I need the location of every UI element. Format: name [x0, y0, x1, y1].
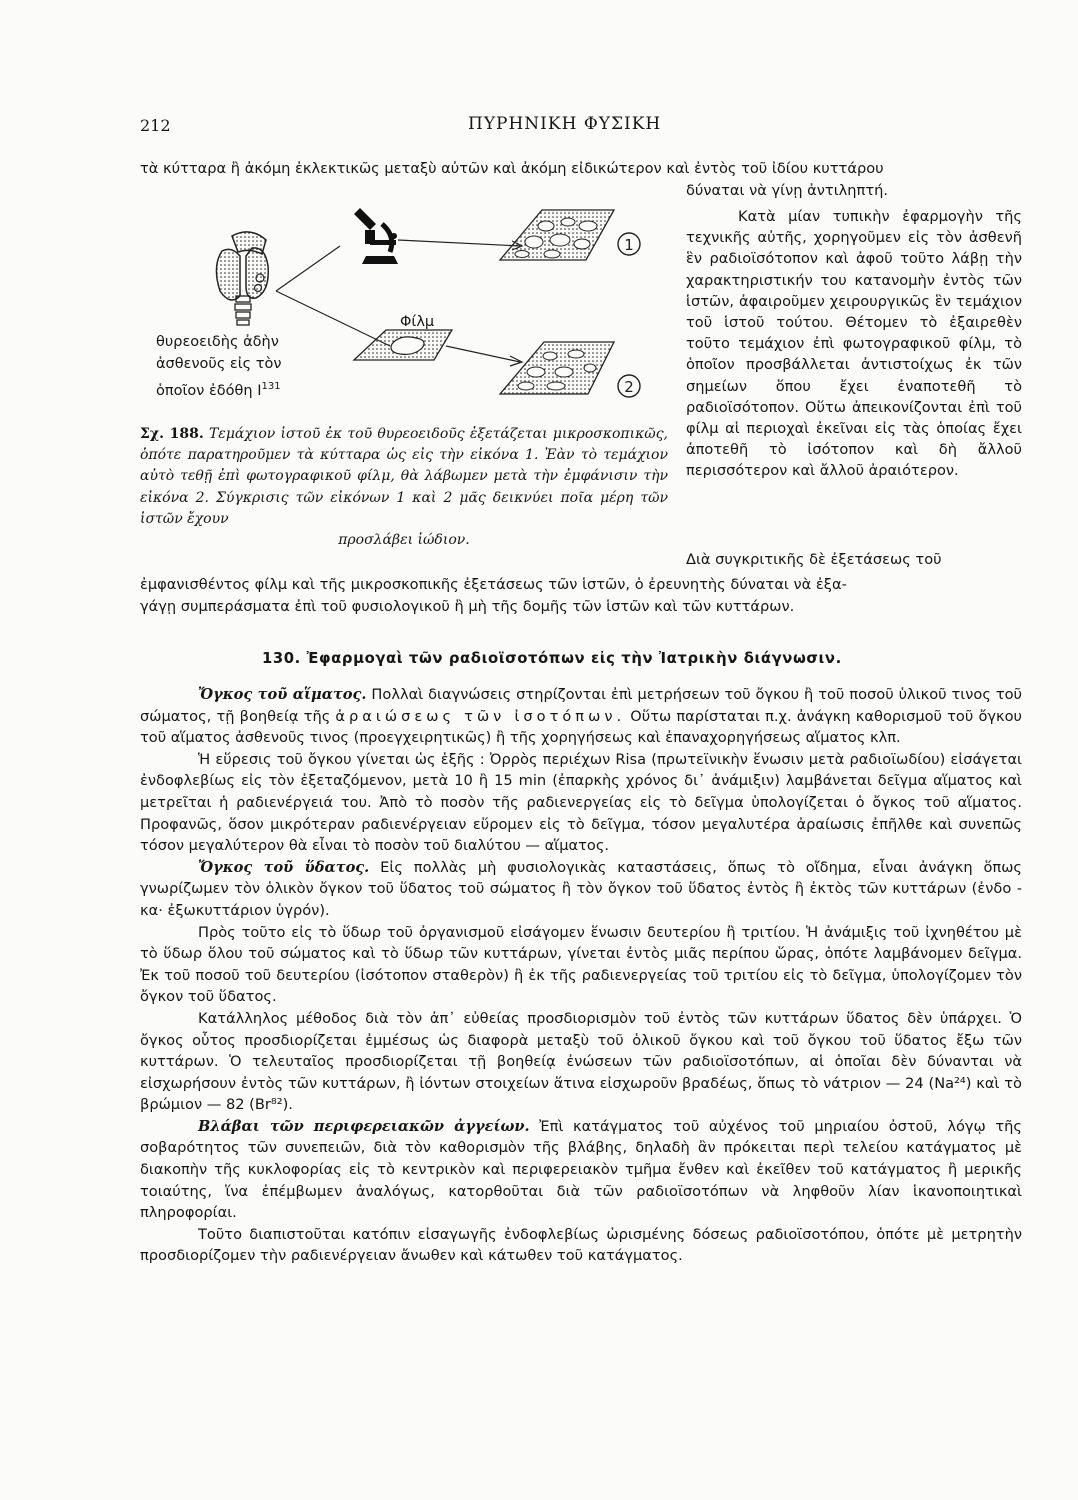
- film-label: Φίλμ: [400, 314, 435, 330]
- page-number: 212: [140, 116, 171, 135]
- paragraph-vessel-damage: Βλάβαι τῶν περιφερειακῶν ἀγγείων. Ἐπὶ κατάγματος τοῦ αὐχένος τοῦ μηριαίου ὀστοῦ, λόγῳ τῆς σοβαρότητος τῶν συνεπειῶν, διὰ τὸν καθορισμὸν τῆς βλάβης, δηλαδὴ ἂν πρόκειται περὶ τελείου κατάγματος μὲ διακοπὴν τῆς κυκλοφορίας εἰς τὸ κεντρικὸν καὶ περιφερειακὸν τμῆμα ἔνθεν καὶ ἐκεῖθεν τοῦ κατάγματος ἢ μερικῆς τοιαύτης, ἵνα ἐπέμβωμεν ἀναλόγως, κατορθοῦται διὰ τῶν ραδιοϊσοτόπων νὰ ληφθοῦν λίαν ἱκανοποιητικαὶ πληροφορίαι.: [140, 1117, 1022, 1222]
- paragraph-blood-volume: Ὄγκος τοῦ αἵματος. Πολλαὶ διαγνώσεις στηρίζονται ἐπὶ μετρήσεων τοῦ ὄγκου ἢ τοῦ ποσοῦ ὑλικοῦ τινος τοῦ σώματος, τῇ βοηθείᾳ τῆς ἀραιώσεως τῶν ἰσοτόπων. Οὕτω παρίσταται π.χ. ἀνάγκη καθορισμοῦ τοῦ ὄγκου τοῦ αἵματος ἀσθενοῦς τινος (προεγχειρητικῶς) ἢ τῆς χορηγήσεως καὶ ἐπαναχορηγήσεως αἵματος κλπ.: [140, 686, 1022, 747]
- right-column-continuation: Διὰ συγκριτικῆς δὲ ἐξετάσεως τοῦ: [686, 551, 942, 568]
- photographic-film: [354, 330, 452, 360]
- paragraph-blood-method: Ἡ εὕρεσις τοῦ ὄγκου γίνεται ὡς ἑξῆς : Ὀρρὸς περιέχων Risa (πρωτεϊνικὴν ἕνωσιν μετὰ ραδιοϊωδίου) εἰσάγεται ἐνδοφλεβίως εἰς τὸν ἐξεταζόμενον, μετὰ 10 ἢ 15 min (ἐπαρκὴς χρόνος δι᾿ ἀνάμιξιν) λαμβάνεται δεῖγμα αἵματος καὶ μετρεῖται ἡ ραδιενέργειά του. Ἀπὸ τὸ ποσὸν τῆς ραδιενεργείας εἰς τὸ δεῖγμα ὑπολογίζεται ὁ ὄγκος τοῦ αἵματος. Προφανῶς, ὅσον μικρότεραν ραδιενέργειαν εὕρομεν εἰς τὸ δεῖγμα, τόσον μεγαλυτέρα ἀραίωσις ἐπῆλθε καὶ συνεπῶς τόσον μεγαλύτερον θὰ εἶναι τὸ ποσὸν τοῦ διαλύτου — αἵματος.: [140, 750, 1022, 855]
- paragraph-water-volume: Ὄγκος τοῦ ὕδατος. Εἰς πολλὰς μὴ φυσιολογικὰς καταστάσεις, ὅπως τὸ οἴδημα, εἶναι ἀνάγκη ὅπως γνωρίζωμεν τὸν ὁλικὸν ὄγκον τοῦ ὕδατος τοῦ σώματος ἢ τὸν ὄγκον τοῦ ὕδατος ἐντὸς ἢ ἐκτὸς τῶν κυττάρων (ἐνδο - κα· ἐξωκυττάριον ὑγρόν).: [140, 858, 1022, 919]
- paragraph-vessel-method: Τοῦτο διαπιστοῦται κατόπιν εἰσαγωγῆς ἐνδοφλεβίως ὡρισμένης δόσεως ραδιοϊσοτόπου, ὁπότε μὲ μετρητὴν προσδιορίζομεν τὴν ραδιενέργειαν ἄνωθεν καὶ κάτωθεν τοῦ κατάγματος.: [140, 1225, 1022, 1265]
- caption-text: Τεμάχιον ἱστοῦ ἐκ τοῦ θυρεοειδοῦς ἐξετάζεται μικροσκοπικῶς, ὁπότε παρατηροῦμεν τὰ κύτταρα ὡς εἰς τὴν εἰκόνα 1. Ἐὰν τὸ τεμάχιον αὐτὸ τεθῇ ἐπὶ φωτογραφικοῦ φίλμ, θὰ λάβωμεν μετὰ τὴν ἐμφάνισιν τὴν εἰκόνα 2. Σύγκρισις τῶν εἰκόνων 1 καὶ 2 μᾶς δεικνύει ποῖα μέρη τῶν ἱστῶν ἔχουν: [140, 426, 668, 527]
- micrograph-image-1: [500, 210, 614, 260]
- gland-label-line-1: θυρεοειδὴς ἀδὴν: [156, 334, 279, 350]
- intro-line-1: τὰ κύτταρα ἢ ἀκόμη ἐκλεκτικῶς μεταξὺ αὐτῶν καὶ ἀκόμη εἰδικώτερον καὶ ἐντὸς τοῦ ἰδίου κυττάρου: [140, 160, 884, 177]
- continuation-line-1: ἐμφανισθέντος φίλμ καὶ τῆς μικροσκοπικῆς ἐξετάσεως τῶν ἱστῶν, ὁ ἐρευνητὴς δύναται νὰ ἐξα-: [140, 576, 847, 593]
- figure-caption: [140, 424, 668, 551]
- continuation-line-2: γάγῃ συμπεράσματα ἐπὶ τοῦ φυσιολογικοῦ ἢ μὴ τῆς δομῆς τῶν ἱστῶν καὶ τῶν κυττάρων.: [140, 598, 795, 615]
- autoradiograph-image-2: [500, 342, 614, 394]
- caption-last-line: προσλάβει ἰώδιον.: [338, 532, 470, 549]
- marker-2: 2: [624, 378, 634, 396]
- microscope-icon: [354, 208, 398, 264]
- paragraph-water-method: Πρὸς τοῦτο εἰς τὸ ὕδωρ τοῦ ὀργανισμοῦ εἰσάγομεν ἕνωσιν δευτερίου ἢ τριτίου. Ἡ ἀνάμιξις τοῦ ἰχνηθέτου μὲ τὸ ὕδωρ ὅλου τοῦ σώματος καὶ τὸ ὕδωρ τῶν κυττάρων, γίνεται ἐντὸς μιᾶς περίπου ὥρας, ὁπότε λαμβάνομεν δεῖγμα. Ἐκ τοῦ ποσοῦ τοῦ δευτερίου (ἰσότοπον σταθερὸν) ἢ ἐκ τῆς ραδιενεργείας τοῦ τριτίου εἰς τὸ δεῖγμα, ὑπολογίζομεν τὸν ὄγκον τοῦ ὕδατος.: [140, 923, 1022, 1006]
- marker-1: 1: [624, 236, 634, 254]
- thyroid-gland-icon: [216, 232, 268, 325]
- right-column-paragraph: Κατὰ μίαν τυπικὴν ἐφαρμογὴν τῆς τεχνικῆς αὐτῆς, χορηγοῦμεν εἰς τὸν ἀσθενῆ ἓν ραδιοϊσότοπον καὶ ἀφοῦ τοῦτο λάβῃ τὴν χαρακτηριστικήν του κατανομὴν ἐντὸς τῶν ἱστῶν, ἀφαιροῦμεν χειρουργικῶς ἓν τεμάχιον τοῦ ἱστοῦ τούτου. Θέτομεν τὸ ἐξαιρεθὲν τοῦτο τεμάχιον ἐπὶ φωτογραφικοῦ φίλμ, τὸ ὁποῖον προσβάλλεται ἀντιστοίχως ἐκ τῶν σημείων ὅπου ἔχει ἐναποτεθῆ τὸ ραδιοϊσότοπον. Οὕτω ἀπεικονίζονται ἐπὶ τοῦ φίλμ αἱ περιοχαὶ ἐκεῖναι εἰς τὰς ὁποίας ἔχει ἀποτεθῆ τὸ ἰσότοπον καὶ δὴ ἄλλοῦ περισσότερον καὶ ἄλλοῦ ἀραιότερον.: [686, 208, 1022, 480]
- gland-label-line-2: ἀσθενοῦς εἰς τὸν: [156, 356, 282, 372]
- section-title: 130. Ἐφαρμογαὶ τῶν ραδιοϊσοτόπων εἰς τὴν Ἰατρικὴν διάγνωσιν.: [262, 650, 842, 667]
- caption-prefix: Σχ. 188.: [140, 426, 204, 442]
- gland-label-line-3: ὁποῖον ἐδόθη $I^{131}$: [156, 381, 281, 399]
- intro-line-2: δύναται νὰ γίνῃ ἀντιληπτή.: [686, 182, 888, 199]
- body-text: [140, 684, 1022, 1267]
- running-title: ΠΥΡΗΝΙΚΗ ΦΥΣΙΚΗ: [468, 114, 662, 134]
- paragraph-intracellular: Κατάλληλος μέθοδος διὰ τὸν ἀπ᾿ εὐθείας προσδιορισμὸν τοῦ ἐντὸς τῶν κυττάρων ὕδατος δὲν ὑπάρχει. Ὁ ὄγκος οὗτος προσδιορίζεται ἐμμέσως ὡς διαφορὰ μεταξὺ τοῦ ὁλικοῦ ὄγκου καὶ τοῦ ὄγκου τοῦ ὕδατος ἔξω τῶν κυττάρων. Ὁ τελευταῖος προσδιορίζεται τῇ βοηθείᾳ ἐνώσεων τῶν ραδιοϊσοτόπων, αἱ ὁποῖαι δὲν δύνανται νὰ εἰσχωρήσουν ἐντὸς τῶν κυττάρων, ἢ ἰόντων στοιχείων ἅτινα εἰσχωροῦν βραδέως, ὅπως τὸ νάτριον — 24 (Na²⁴) καὶ τὸ βρώμιον — 82 (Br⁸²).: [140, 1009, 1022, 1114]
